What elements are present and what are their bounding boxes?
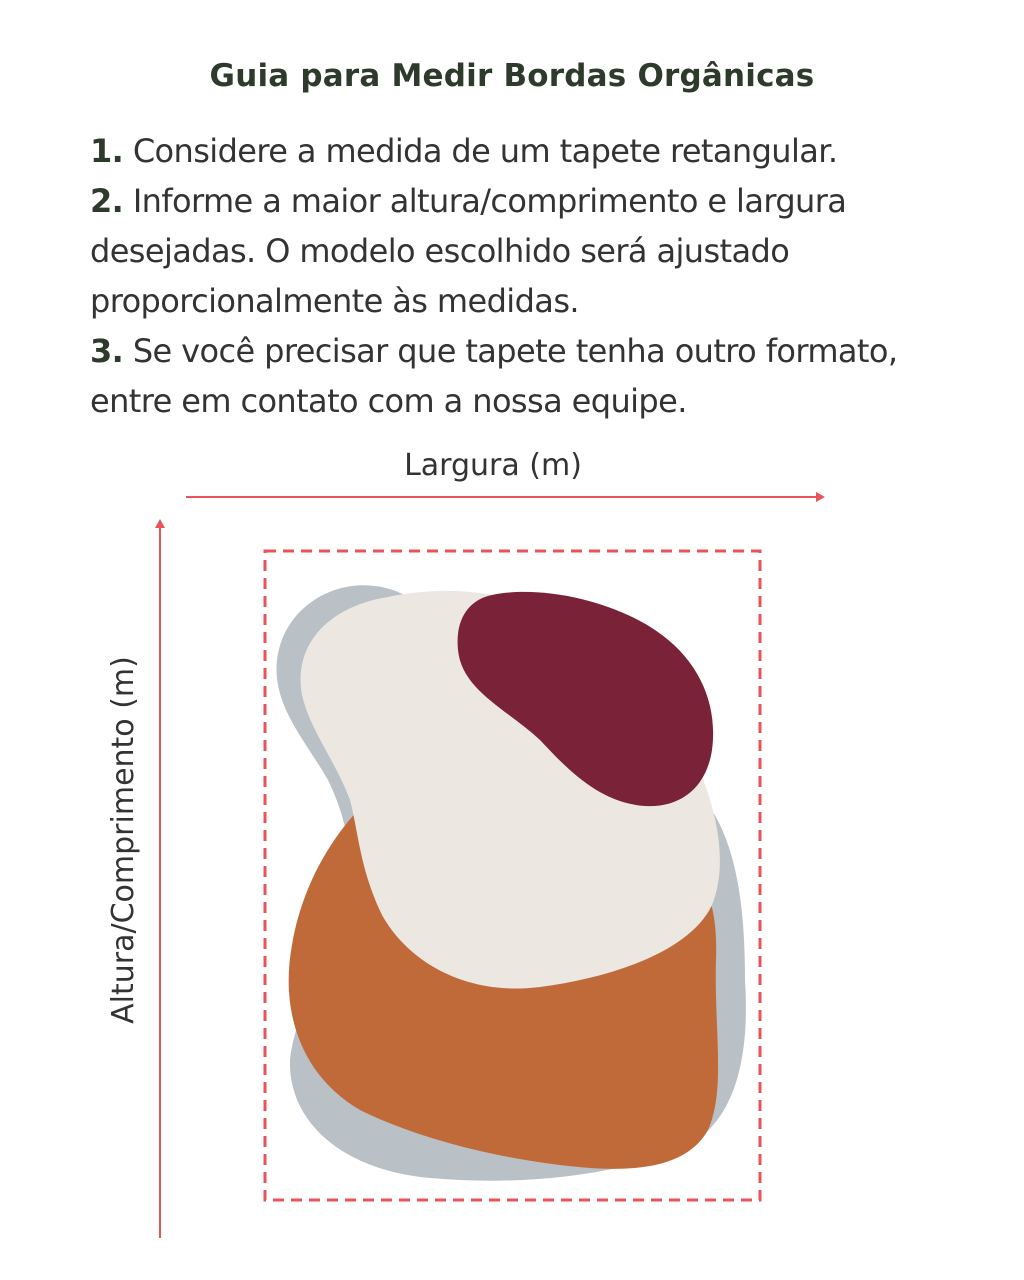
step-number: 1. <box>90 132 124 170</box>
height-arrow-head <box>155 519 165 528</box>
page-title: Guia para Medir Bordas Orgânicas <box>209 58 815 94</box>
step-text: Se você precisar que tapete tenha outro formato, entre em contato com a nossa equipe. <box>90 332 898 420</box>
width-arrow-head <box>816 492 825 502</box>
height-label: Altura/Comprimento (m) <box>106 656 141 1024</box>
step-number: 3. <box>90 332 124 370</box>
width-label: Largura (m) <box>404 448 582 483</box>
step-number: 2. <box>90 182 124 220</box>
step-text: Informe a maior altura/comprimento e largura desejadas. O modelo escolhido será ajustado proporcionalmente às medidas. <box>90 182 847 320</box>
step-text: Considere a medida de um tapete retangular. <box>132 132 838 170</box>
